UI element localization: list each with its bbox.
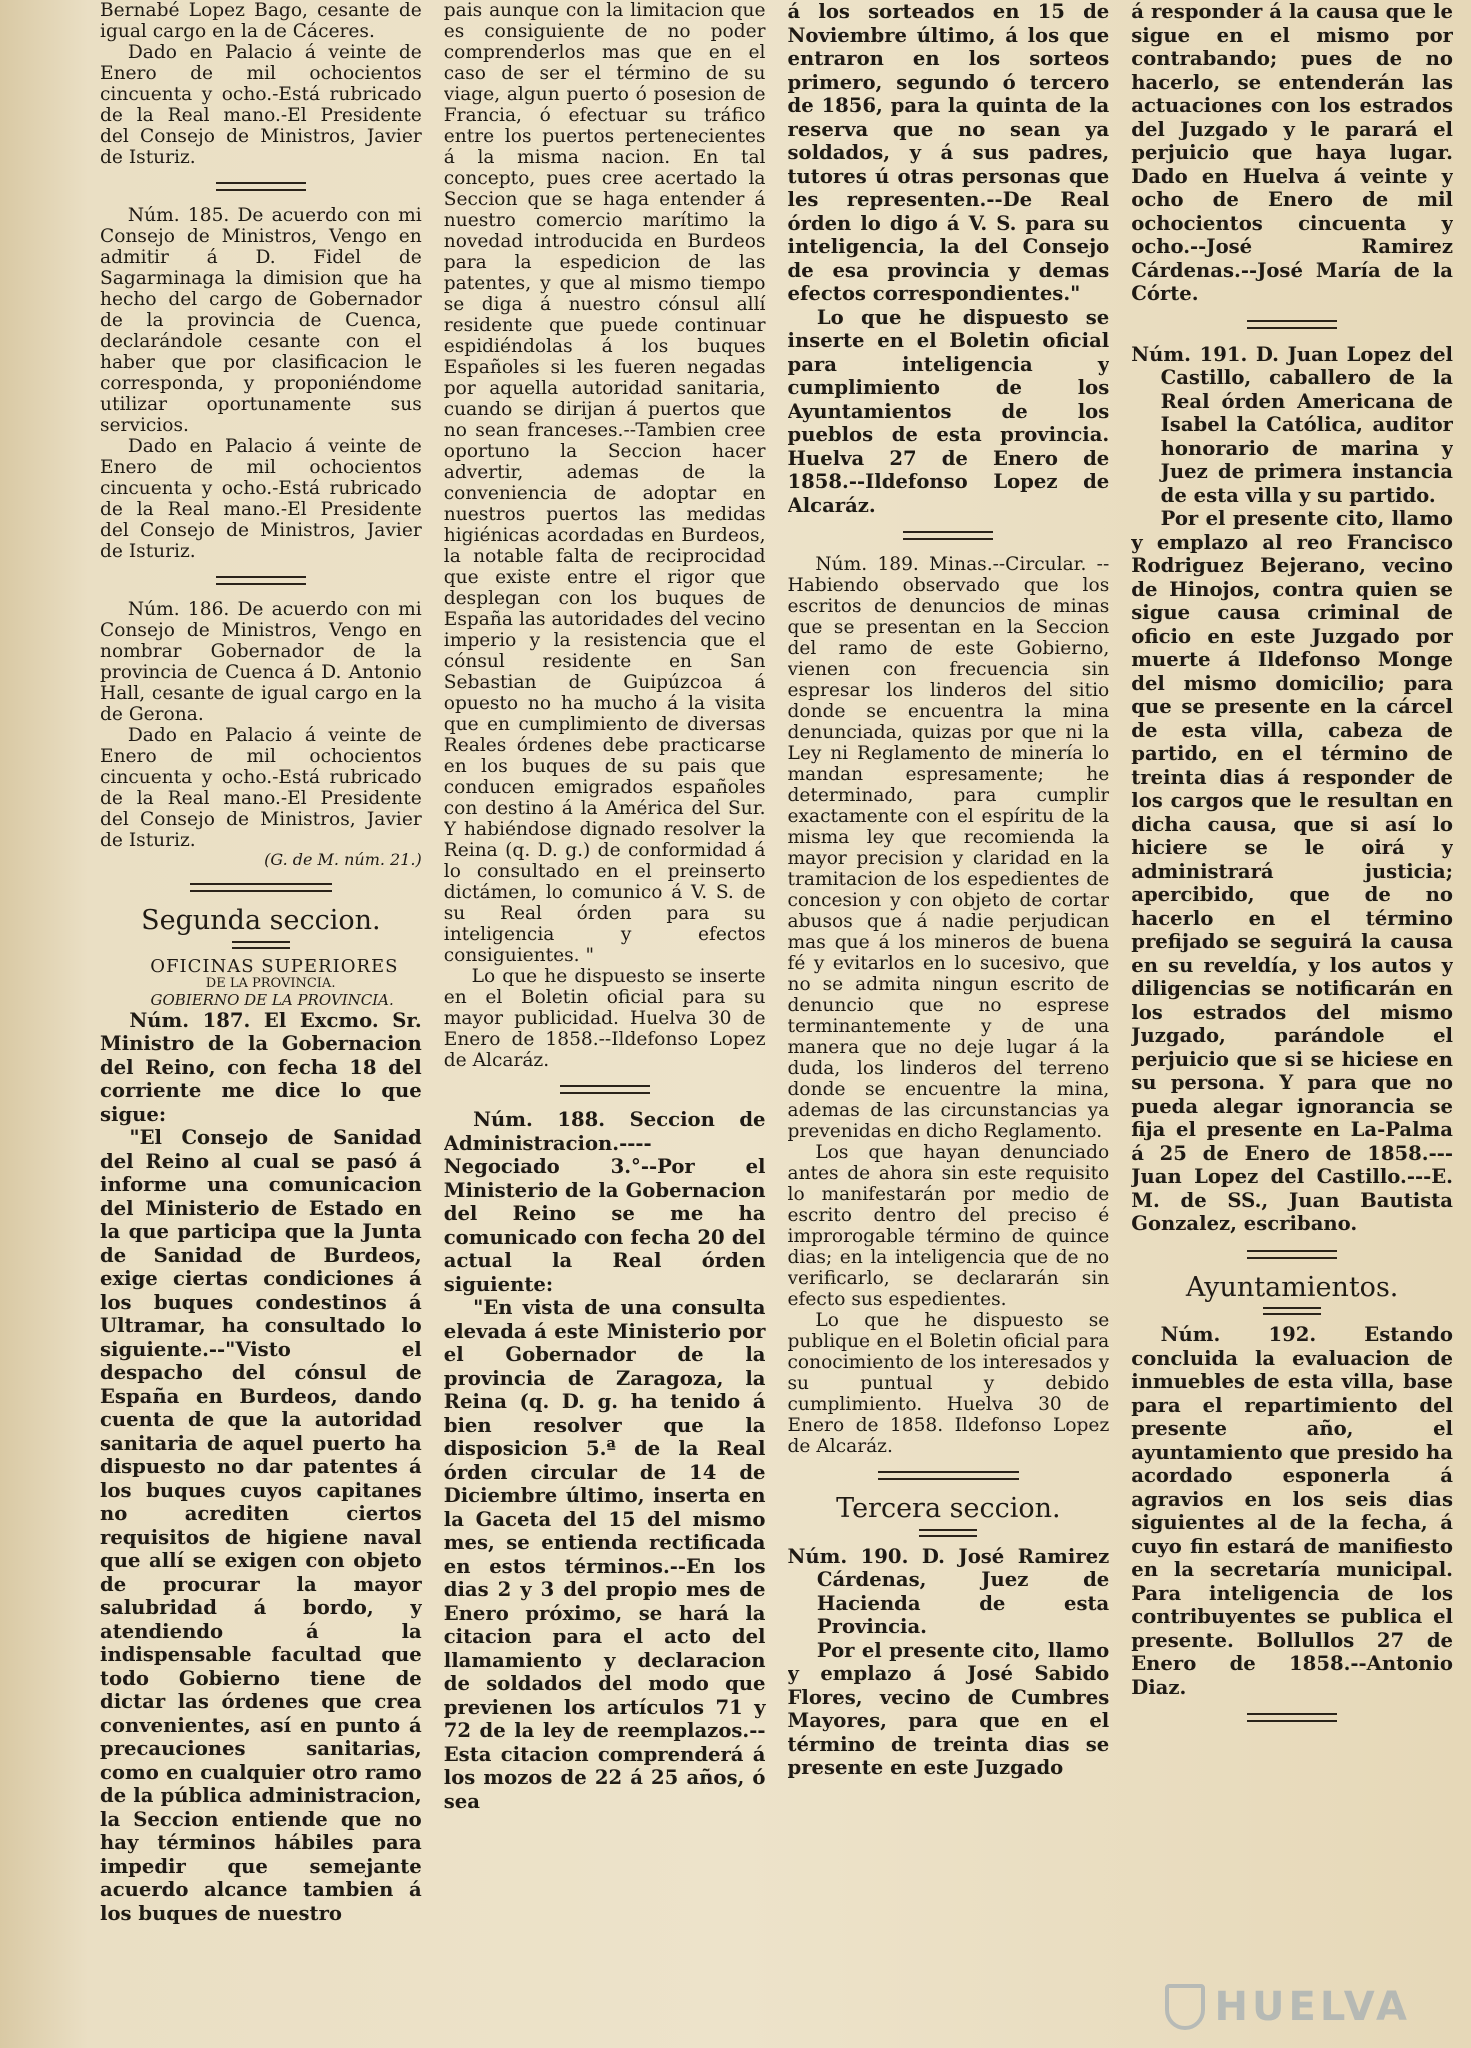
paragraph: "El Consejo de Sanidad del Reino al cual se pasó á informe una comunicacion del Ministerio de Estado en la que participa que la Junta de Sanidad de Burdeos, exige ciertas condiciones á los buques condestinos á Ultramar, ha consultado lo siguiente.--"Visto el despacho del cónsul de España en Burdeos, dando cuenta de que la autoridad sanitaria de aquel puerto ha dispuesto no dar patentes á los buques cuyos capitanes no acrediten ciertos requisitos de higiene naval que allí se exigen con objeto de procurar la mayor salubridad á bordo, y atendiendo á la indispensable facultad que todo Gobierno tiene de dictar las órdenes que crea convenientes, así en punto á precauciones sanitarias, como en cualquier otro ramo de la pública administracion, la Seccion entiende que no hay términos hábiles para impedir que semejante acuerdo alcance tambien á los buques de nuestro [100,1126,422,1925]
paragraph: Los que hayan denunciado antes de ahora sin este requisito lo manifestarán por medio de escrito dentro del preciso é improrogable término de quince dias; en la inteligencia que de no verificarlo, se declararán sin efecto sus espedientes. [787,1142,1110,1310]
paragraph: Dado en Palacio á veinte de Enero de mil ochocientos cincuenta y ocho.-Está rubricado de la Real mano.-El Presidente del Consejo de Ministros, Javier de Isturiz. [100,42,422,168]
paragraph: Lo que he dispuesto se publique en el Boletin oficial para conocimiento de los interesados y su puntual y debido cumplimiento. Huelva 30 de Enero de 1858. Ildefonso Lopez de Alcaráz. [787,1310,1110,1457]
paragraph: "En vista de una consulta elevada á este Ministerio por el Gobernador de la provincia de Zaragoza, la Reina (q. D. g. ha tenido á bien resolver que la disposicion 5.ª de la Real órden circular de 14 de Diciembre último, inserta en la Gaceta del 15 del mismo mes, se entienda rectificada en estos términos.--En los dias 2 y 3 del propio mes de Enero próximo, se hará la citacion para el acto del llamamiento y declaracion de soldados del modo que previenen los artículos 71 y 72 de la ley de reemplazos.--Esta citacion comprenderá á los mozos de 22 á 25 años, ó sea [443,1296,766,1813]
government-heading: GOBIERNO DE LA PROVINCIA. [150,990,394,1009]
section-heading: Tercera seccion. [836,1493,1061,1524]
shield-icon [1165,1984,1205,2030]
notice-189: Núm. 189. Minas.--Circular. --Habiendo observado que los escritos de denuncios de minas que se presentan en la Seccion del ramo de este Gobierno, vienen con frecuencia sin espresar los linderos del sitio donde se encuentra la mina denunciada, quizas por que ni la Ley ni Reglamento de minería lo mandan espresamente; he determinado, para cumplir exactamente con el espíritu de la misma ley que recomienda la mayor precision y claridad en la tramitacion de los espedientes de concesion y con objeto de cortar abusos que á nadie perjudican mas que á los mineros de buena fé y evitarlos en lo sucesivo, que no se admita ningun escrito de denuncio que no esprese terminantemente y de una manera que no deje lugar á la duda, los linderos del terreno donde se encuentre la mina, ademas de las circunstancias ya prevenidas en dicho Reglamento. [787,554,1110,1142]
section-heading: Ayuntamientos. [1185,1271,1399,1303]
source-citation: (G. de M. núm. 21.) [264,850,422,869]
divider [878,1471,1020,1480]
paragraph: Dado en Palacio á veinte de Enero de mil ochocientos cincuenta y ocho.-Está rubricado de la Real mano.-El Presidente del Consejo de Ministros, Javier de Isturiz. [100,725,422,851]
notice-191: Núm. 191. D. Juan Lopez del Castillo, caballero de la Real órden Americana de Isabel la Católica, auditor honorario de marina y Juez de primera instancia de esta villa y su partido. [1131,342,1453,507]
decree-186: Núm. 186. De acuerdo con mi Consejo de Ministros, Vengo en nombrar Gobernador de la provincia de Cuenca á D. Antonio Hall, cesante de igual cargo en la de Gerona. [100,599,422,725]
paragraph: Por el presente cito, llamo y emplazo á José Sabido Flores, vecino de Cumbres Mayores, para que en el término de treinta dias se presente en este Juzgado [787,1638,1110,1779]
paragraph: Dado en Palacio á veinte de Enero de mil ochocientos cincuenta y ocho.-Está rubricado de la Real mano.-El Presidente del Consejo de Ministros, Javier de Isturiz. [100,436,422,562]
column-2 [444,0,766,2048]
paragraph: Por el presente cito, llamo y emplazo al reo Francisco Rodriguez Bejerano, vecino de Hinojos, contra quien se sigue causa criminal de oficio en este Juzgado por muerte á Ildefonso Monge del mismo domicilio; para que se presente en la cárcel de esta villa, cabeza de partido, en el término de treinta dias á responder de los cargos que le resultan en dicha causa, que si así lo hiciere se le oirá y administrará justicia; apercibido, que de no hacerlo en el término prefijado se seguirá la causa en su reveldía, y los autos y diligencias se notificarán en los estrados del mismo Juzgado, parándole el perjuicio que si se hiciese en su persona. Y para que no pueda alegar ignorancia se fija el presente en La-Palma á 25 de Enero de 1858.---Juan Lopez del Castillo.---E. M. de SS., Juan Bautista Gonzalez, escribano. [1131,507,1453,1235]
divider [560,1085,650,1094]
paragraph: pais aunque con la limitacion que es consiguiente de no poder comprenderlos mas que en el caso de ser el término de su viage, algun puerto ó posesion de Francia, ó efectuar su tráfico entre los puertos pertenecientes á la misma nacion. En tal concepto, pues cree acertado la Seccion que se haga entender á nuestro comercio marítimo la novedad introducida en Burdeos para la espedicion de las patentes, y que al mismo tiempo se diga á nuestro cónsul allí residente que puede continuar espidiéndolas á los buques Españoles si les fueren negadas por aquella autoridad sanitaria, cuando se dirijan á puertos que no sean franceses.--Tambien cree oportuno la Seccion hacer advertir, ademas de la conveniencia de adoptar en nuestros puertos las medidas higiénicas acordadas en Burdeos, la notable falta de reciprocidad que existe entre el rigor que desplegan con los buques de España las autoridades del vecino imperio y la resistencia que el cónsul residente en San Sebastian de Guipúzcoa á opuesto no ha mucho á la visita que en cumplimiento de diversas Reales órdenes debe practicarse en los buques de su pais que conducen emigrados españoles con destino á la América del Sur. Y habiéndose dignado resolver la Reina (q. D. g.) de conformidad á lo consultado en el preinserto dictámen, lo comunico á V. S. de su Real órden para su inteligencia y efectos consiguientes. " [443,0,766,966]
column-3 [788,0,1110,2048]
divider [1247,1250,1337,1259]
column-4 [1131,0,1453,2048]
divider [190,883,332,892]
divider [216,576,306,585]
office-heading: OFICINAS SUPERIORES [150,955,399,977]
divider [232,941,290,949]
paragraph: Bernabé Lopez Bago, cesante de igual cargo en la de Cáceres. [100,0,422,42]
column-1 [100,0,422,2048]
watermark-text: HUELVA [1214,1984,1411,2030]
paragraph: Lo que he dispuesto se inserte en el Boletin oficial para su mayor publicidad. Huelva 30 de Enero de 1858.--Ildefonso Lopez de Alcaráz. [443,966,766,1071]
notice-188: Núm. 188. Seccion de Administracion.----Negociado 3.°--Por el Ministerio de la Gobernacion del Reino se me ha comunicado con fecha 20 del actual la Real órden siguiente: [443,1108,766,1296]
divider [1263,1307,1321,1315]
paragraph: á los sorteados en 15 de Noviembre último, á los que entraron en los sorteos primero, segundo ó tercero de 1856, para la quinta de la reserva que no sean ya soldados, y á sus padres, tutores ú otras personas que les representen.--De Real órden lo digo á V. S. para su inteligencia, la del Consejo de esa provincia y demas efectos correspondientes." [787,0,1110,305]
columns [100,0,1453,2048]
office-subheading: DE LA PROVINCIA. [205,975,336,991]
divider [216,182,306,191]
section-heading: Segunda seccion. [141,905,381,937]
divider [1247,320,1337,329]
notice-190: Núm. 190. D. José Ramirez Cárdenas, Juez de Hacienda de esta Provincia. [787,1544,1110,1638]
paragraph: á responder á la causa que le sigue en el mismo por contrabando; pues de no hacerlo, se entenderán las actuaciones con los estrados del Juzgado y le parará el perjuicio que haya lugar. Dado en Huelva á veinte y ocho de Enero de mil ochocientos cincuenta y ocho.--José Ramirez Cárdenas.--José María de la Córte. [1131,0,1453,305]
notice-192: Núm. 192. Estando concluida la evaluacion de inmuebles de esta villa, base para el repartimiento del presente año, el ayuntamiento que presido ha acordado esponerla á agravios en los seis dias siguientes al de la fecha, á cuyo fin estará de manifiesto en la secretaría municipal. Para inteligencia de los contribuyentes se publica el presente. Bollullos 27 de Enero de 1858.--Antonio Diaz. [1131,1323,1453,1699]
divider [903,531,993,540]
notice-187: Núm. 187. El Excmo. Sr. Ministro de la Gobernacion del Reino, con fecha 18 del corriente me dice lo que sigue: [100,1008,422,1126]
decree-185: Núm. 185. De acuerdo con mi Consejo de Ministros, Vengo en admitir á D. Fidel de Sagarminaga la dimision que ha hecho del cargo de Gobernador de la provincia de Cuenca, declarándole cesante con el haber que por clasificacion le corresponda, y proponiéndome utilizar oportunamente sus servicios. [100,205,422,436]
divider [1247,1713,1337,1722]
paragraph: Lo que he dispuesto se inserte en el Boletin oficial para inteligencia y cumplimiento de los Ayuntamientos de los pueblos de esta provincia. Huelva 27 de Enero de 1858.--Ildefonso Lopez de Alcaráz. [787,305,1110,517]
library-watermark [1165,1984,1411,2030]
divider [919,1529,977,1537]
